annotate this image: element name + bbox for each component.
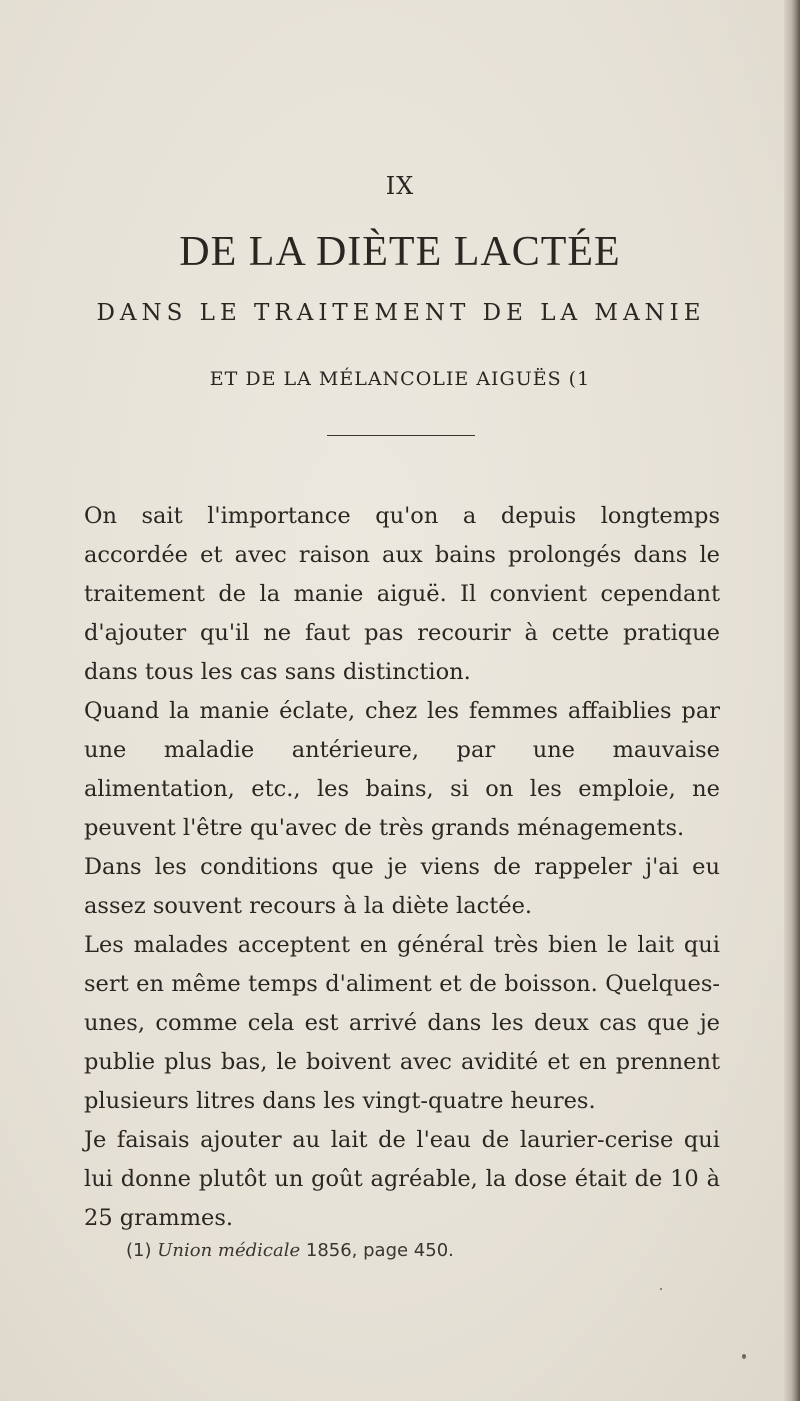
- chapter-title: DE LA DIÈTE LACTÉE: [179, 229, 621, 275]
- page-edge-shadow: [784, 0, 800, 1401]
- footnote-source: Union médicale: [157, 1240, 301, 1261]
- chapter-subtitle-secondary: ET DE LA MÉLANCOLIE AIGUËS (1: [209, 368, 591, 390]
- paragraph: On sait l'importance qu'on a depuis longtemps accordée et avec raison aux bains prolongés dans le traitement de la manie aiguë. Il convient cependant d'ajouter qu'il ne faut pas recourir à cette pratique dans tous les cas sans distinction.: [84, 503, 720, 685]
- footnote-marker: (1): [126, 1240, 152, 1261]
- section-divider: [327, 435, 475, 436]
- paragraph: Quand la manie éclate, chez les femmes affaiblies par une maladie antérieure, par une mauvaise alimentation, etc., les bains, si on les emploie, ne peuvent l'être qu'avec de très grands ménagements.: [84, 698, 720, 841]
- paragraph: Les malades acceptent en général très bien le lait qui sert en même temps d'aliment et de boisson. Quelques-unes, comme cela est arrivé dans les deux cas que je publie plus bas, le boivent avec avidité et en prennent plusieurs litres dans les vingt-quatre heures.: [84, 932, 720, 1114]
- paper-speck: [742, 1354, 746, 1359]
- footnote: [126, 1240, 686, 1261]
- footnote-details: 1856, page 450.: [305, 1240, 454, 1261]
- paper-speck: [660, 1288, 662, 1290]
- body-text: [84, 497, 720, 1238]
- paragraph: Dans les conditions que je viens de rappeler j'ai eu assez souvent recours à la diète lactée.: [84, 854, 720, 919]
- chapter-number: IX: [385, 172, 415, 200]
- paragraph: Je faisais ajouter au lait de l'eau de laurier-cerise qui lui donne plutôt un goût agréable, la dose était de 10 à 25 grammes.: [84, 1127, 720, 1231]
- chapter-subtitle: DANS LE TRAITEMENT DE LA MANIE: [96, 300, 706, 326]
